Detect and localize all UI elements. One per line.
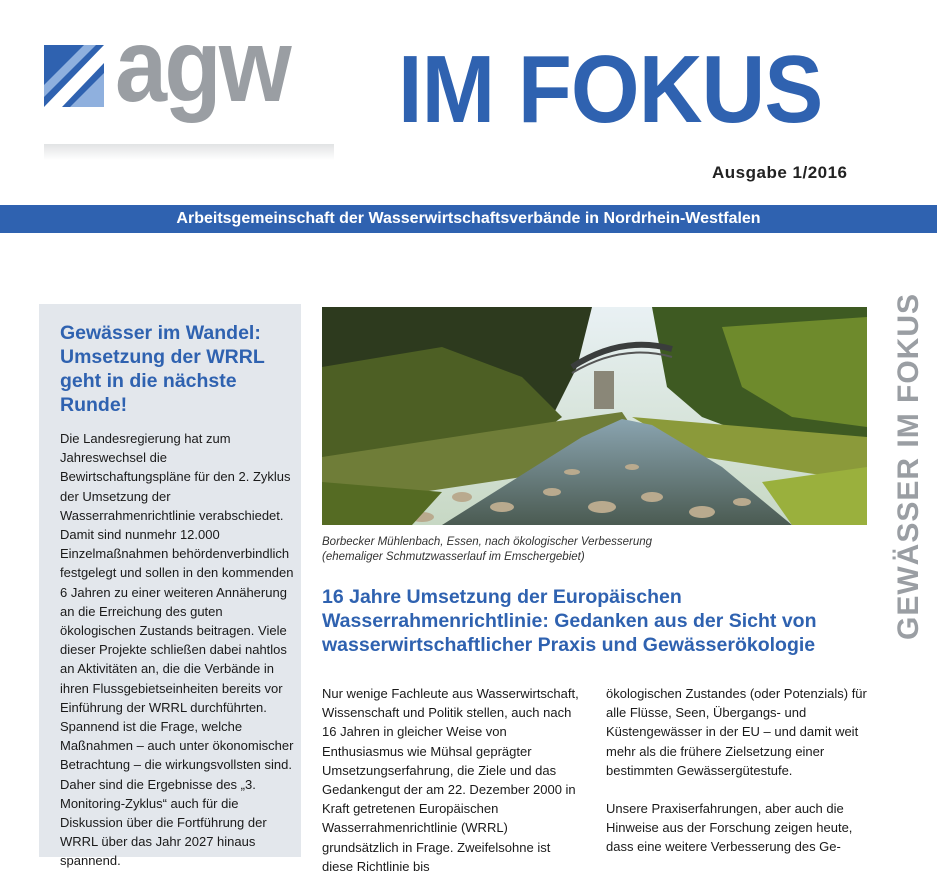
stream-photo: [322, 307, 867, 525]
sidebar-heading: Gewässer im Wandel: Umsetzung der WRRL geht in die nächste Runde!: [60, 322, 265, 416]
logo-reflection: [44, 144, 334, 160]
issue-number: Ausgabe 1/2016: [712, 163, 848, 182]
caption-line-2: (ehemaliger Schmutzwasserlauf im Emschergebiet): [322, 550, 585, 563]
masthead-title: IM FOKUS: [398, 36, 823, 143]
column-2-paragraph-1: ökologischen Zustandes (oder Potenzials) für alle Flüsse, Seen, Übergangs- und Küstengewässer in der EU – und damit weit mehr als die frühere Zielsetzung einer bestimmten Gewässergütestufe.: [606, 686, 867, 778]
banner-text: Arbeitsgemeinschaft der Wasserwirtschaftsverbände in Nordrhein-Westfalen: [176, 210, 761, 227]
photo-caption: [322, 535, 867, 564]
agw-logo-icon: [44, 45, 104, 107]
article-column-1: Nur wenige Fachleute aus Wasserwirtschaft, Wissenschaft und Politik stellen, auch nach 16 Jahren in gleicher Weise von Enthusiasmus wie Mühsal geprägter Umsetzungserfahrung, die Ziele und das Gedankengut der am 22. Dezember 2000 in Kraft getretenen Europäischen Wasserrahmenrichtlinie (WRRL) grundsätzlich in Frage. Zweifelsohne ist diese Richtlinie bis: [322, 686, 579, 874]
caption-line-1: Borbecker Mühlenbach, Essen, nach ökologischer Verbesserung: [322, 536, 653, 548]
article-column-2: [606, 684, 876, 857]
article-title: 16 Jahre Umsetzung der Europäischen Wasserrahmenrichtlinie: Gedanken aus der Sicht von wasserwirtschaftlicher Praxis und Gewässerökologie: [322, 586, 817, 656]
sidebar-body: Die Landesregierung hat zum Jahreswechsel die Bewirtschaftungspläne für den 2. Zyklus der Umsetzung der Wasserrahmenrichtlinie verabschiedet. Damit sind nunmehr 12.000 Einzelmaßnahmen behördenverbindlich festgelegt und sollen in den kommenden 6 Jahren zu einer weiteren Annäherung an die Erreichung des guten ökologischen Zustands beitragen. Viele dieser Projekte schließen dabei nahtlos an Aktivitäten an, die die Verbände in ihren Flussgebietseinheiten bereits vor Einführung der WRRL durchführten. Spannend ist die Frage, welche Maßnahmen – auch unter ökonomischer Betrachtung – die wirkungsvollsten sind. Daher sind die Ergebnisse des „3. Monitoring-Zyklus“ auch für die Diskussion über die Fortführung der WRRL über das Jahr 2027 hinaus spannend.: [60, 431, 294, 869]
column-2-paragraph-2: Unsere Praxiserfahrungen, aber auch die Hinweise aus der Forschung zeigen heute, dass eine weitere Verbesserung des Ge-: [606, 801, 853, 855]
agw-logo-text: agw: [115, 8, 289, 124]
vertical-section-label: GEWÄSSER IM FOKUS: [892, 292, 925, 640]
